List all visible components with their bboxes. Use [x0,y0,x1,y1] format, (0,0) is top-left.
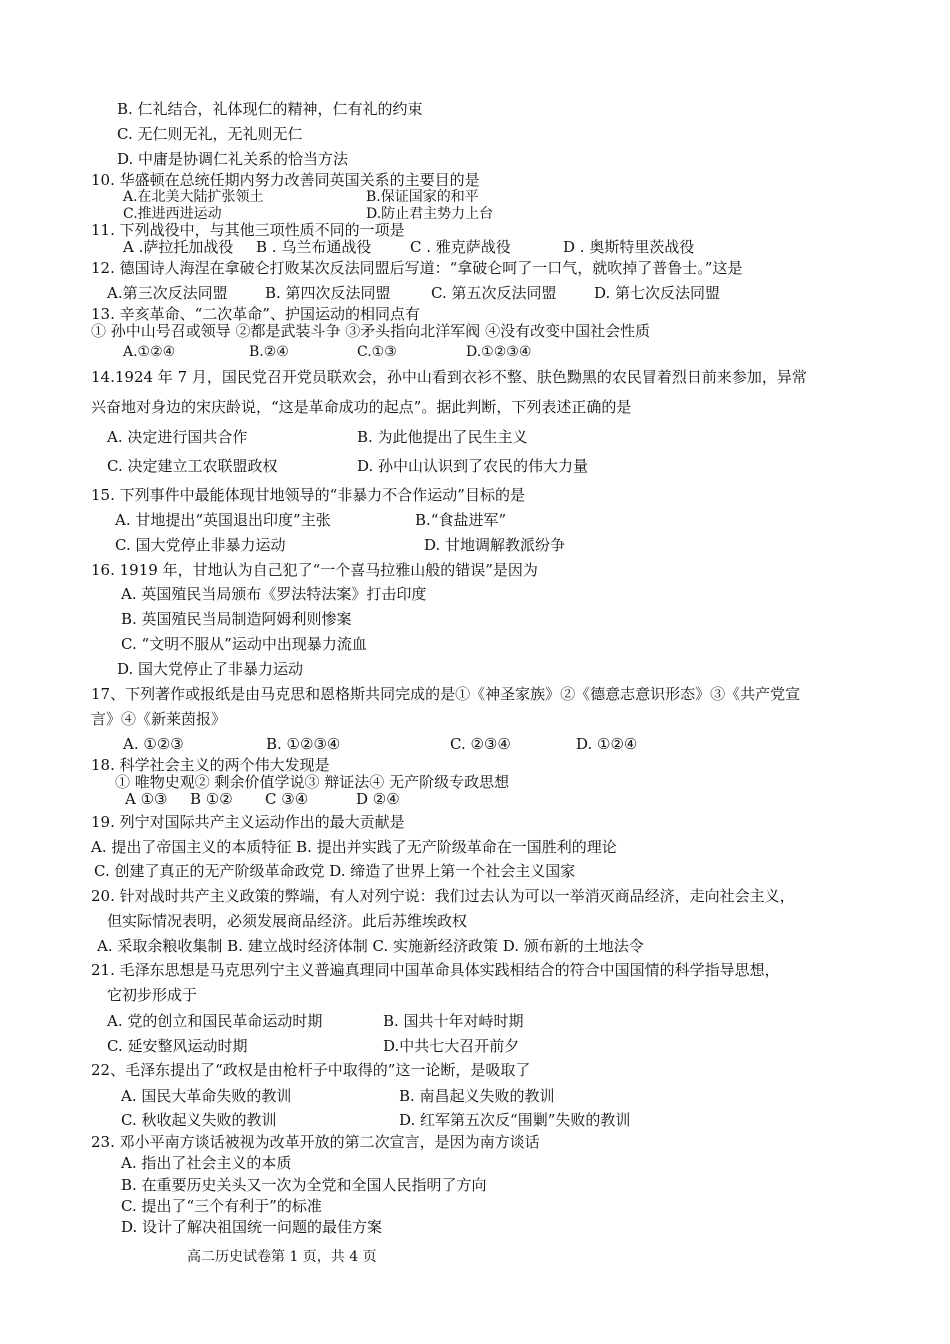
q14-option-c: C. 决定建立工农联盟政权 [107,457,278,475]
q13-option-d: D.①②③④ [466,344,532,360]
q12-option-d: D. 第七次反法同盟 [594,284,721,302]
q17-option-c: C. ②③④ [450,735,511,753]
page-footer: 高二历史试卷第 1 页，共 4 页 [187,1249,377,1265]
q21-option-b: B. 国共十年对峙时期 [383,1012,524,1030]
q11-option-a: A .萨拉托加战役 [123,238,234,256]
q10-option-b: B.保证国家的和平 [366,189,479,205]
q12-option-a: A.第三次反法同盟 [107,284,228,302]
q18-items: ① 唯物史观② 剩余价值学说③ 辩证法④ 无产阶级专政思想 [115,773,510,791]
q15-option-c: C. 国大党停止非暴力运动 [115,536,286,554]
q14-option-d: D. 孙中山认识到了农民的伟大力量 [357,457,589,475]
q20-options: A. 采取余粮收集制 B. 建立战时经济体制 C. 实施新经济政策 D. 颁布新的土地法令 [97,937,644,955]
q18-option-c: C ③④ [265,790,309,808]
q12-option-b: B. 第四次反法同盟 [265,284,391,302]
q23-option-b: B. 在重要历史关头又一次为全党和全国人民指明了方向 [121,1176,487,1194]
q16-option-b: B. 英国殖民当局制造阿姆利则惨案 [121,610,352,628]
q17-option-d: D. ①②④ [576,735,638,753]
q20-stem-line2: 但实际情况表明，必须发展商品经济。此后苏维埃政权 [107,912,468,930]
q12-option-c: C. 第五次反法同盟 [431,284,557,302]
q20-stem-line1: 20. 针对战时共产主义政策的弊端，有人对列宁说：我们过去认为可以一举消灭商品经济，走向社会主义， [91,887,795,905]
q21-option-c: C. 延安整风运动时期 [107,1037,248,1055]
q21-stem-line2: 它初步形成于 [107,986,198,1004]
q19-options-cd: C. 创建了真正的无产阶级革命政党 D. 缔造了世界上第一个社会主义国家 [94,862,576,880]
q17-stem-line2: 言》④《新莱茵报》 [91,710,227,728]
q15-option-d: D. 甘地调解教派纷争 [424,536,566,554]
q9-option-c: C. 无仁则无礼，无礼则无仁 [117,125,303,143]
q15-option-a: A. 甘地提出“英国退出印度”主张 [115,511,331,529]
q18-option-a: A ①③ [125,790,168,808]
q22-option-d: D. 红军第五次反“围剿”失败的教训 [399,1111,631,1129]
q23-option-d: D. 设计了解决祖国统一问题的最佳方案 [121,1218,383,1236]
q22-stem: 22、毛泽东提出了“政权是由枪杆子中取得的”这一论断，是吸取了 [91,1061,531,1079]
q9-option-d: D. 中庸是协调仁礼关系的恰当方法 [117,150,349,168]
q21-option-d: D.中共七大召开前夕 [383,1037,520,1055]
q22-option-a: A. 国民大革命失败的教训 [121,1087,292,1105]
q22-option-b: B. 南昌起义失败的教训 [399,1087,555,1105]
q19-stem: 19. 列宁对国际共产主义运动作出的最大贡献是 [91,813,405,831]
q17-option-b: B. ①②③④ [266,735,341,753]
q11-option-b: B . 乌兰布通战役 [256,238,372,256]
q16-stem: 16. 1919 年，甘地认为自己犯了“一个喜马拉雅山般的错误”是因为 [91,561,538,579]
q18-option-d: D ②④ [356,790,400,808]
q21-option-a: A. 党的创立和国民革命运动时期 [107,1012,323,1030]
q18-option-b: B ①② [190,790,233,808]
q23-stem: 23. 邓小平南方谈话被视为改革开放的第二次宣言，是因为南方谈话 [91,1133,540,1151]
q12-stem: 12. 德国诗人海涅在拿破仑打败某次反法同盟后写道：“拿破仑呵了一口气，就吹掉了普鲁士。”这是 [91,259,743,277]
q17-option-a: A. ①②③ [123,735,184,753]
q16-option-c: C. “文明不服从”运动中出现暴力流血 [121,635,367,653]
q10-option-d: D.防止君主势力上台 [366,206,494,222]
q14-stem-line2: 兴奋地对身边的宋庆龄说，“这是革命成功的起点”。据此判断，下列表述正确的是 [91,398,632,416]
q16-option-a: A. 英国殖民当局颁布《罗法特法案》打击印度 [121,585,427,603]
q14-option-a: A. 决定进行国共合作 [107,428,248,446]
q15-option-b: B.“食盐进军” [415,511,507,529]
q17-stem-line1: 17、下列著作或报纸是由马克思和恩格斯共同完成的是①《神圣家族》②《德意志意识形态》③《共产党宣 [91,685,801,703]
q21-stem-line1: 21. 毛泽东思想是马克思列宁主义普遍真理同中国革命具体实践相结合的符合中国国情的科学指导思想， [91,961,780,979]
q11-stem: 11. 下列战役中，与其他三项性质不同的一项是 [91,221,405,239]
q13-option-b: B.②④ [249,344,289,360]
q11-option-d: D . 奥斯特里茨战役 [563,238,695,256]
q9-option-b: B. 仁礼结合，礼体现仁的精神，仁有礼的约束 [117,100,423,118]
q11-option-c: C . 雅克萨战役 [410,238,511,256]
q18-stem: 18. 科学社会主义的两个伟大发现是 [91,756,330,774]
q13-option-c: C.①③ [357,344,397,360]
q10-stem: 10. 华盛顿在总统任期内努力改善同英国关系的主要目的是 [91,171,480,189]
q19-options-ab: A. 提出了帝国主义的本质特征 B. 提出并实践了无产阶级革命在一国胜利的理论 [91,838,617,856]
q16-option-d: D. 国大党停止了非暴力运动 [117,660,304,678]
q13-option-a: A.①②④ [123,344,176,360]
q15-stem: 15. 下列事件中最能体现甘地领导的“非暴力不合作运动”目标的是 [91,486,525,504]
q13-stem: 13. 辛亥革命、“二次革命”、护国运动的相同点有 [91,305,420,323]
q23-option-c: C. 提出了“三个有利于”的标准 [121,1197,322,1215]
q23-option-a: A. 指出了社会主义的本质 [121,1154,292,1172]
q10-option-c: C.推进西进运动 [123,206,222,222]
q14-stem-line1: 14.1924 年 7 月，国民党召开党员联欢会，孙中山看到衣衫不整、肤色黝黑的农民冒着烈日前来参加，异常 [91,368,807,386]
q13-items: ① 孙中山号召或领导 ②都是武装斗争 ③矛头指向北洋军阀 ④没有改变中国社会性质 [91,322,651,340]
q22-option-c: C. 秋收起义失败的教训 [121,1111,277,1129]
q10-option-a: A.在北美大陆扩张领土 [123,189,264,205]
q14-option-b: B. 为此他提出了民生主义 [357,428,528,446]
